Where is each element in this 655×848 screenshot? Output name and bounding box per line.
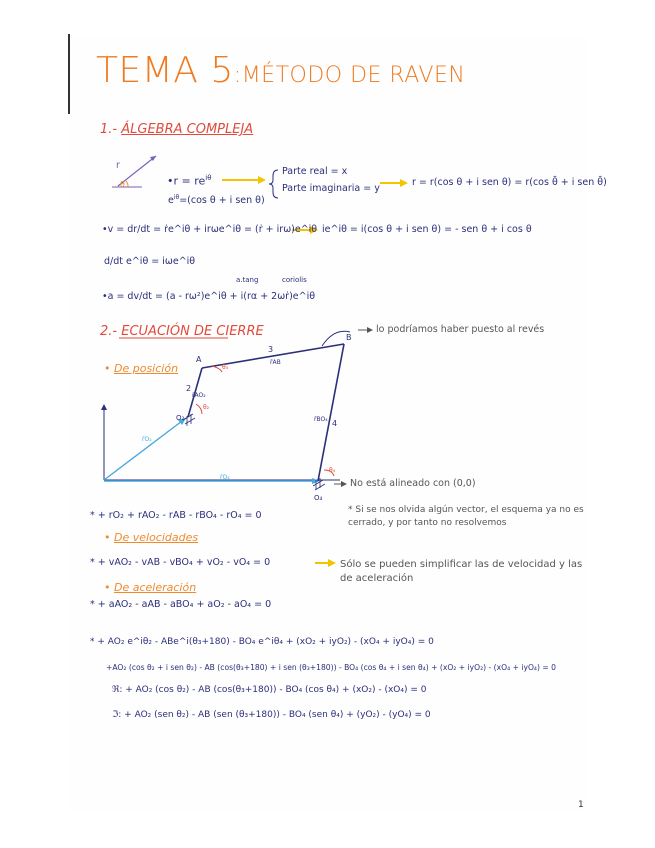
page-number: 1: [578, 800, 584, 810]
note-forget: * Si se nos olvida algún vector, el esquema ya no es cerrado, y por tanto no resolvemos: [348, 505, 584, 528]
subheading-posicion: • De posición: [104, 362, 179, 375]
vec-O2-label: r̄O₂: [142, 436, 152, 443]
accel-note-tang: a.tang: [236, 276, 259, 284]
brace: [269, 170, 278, 198]
eq-expanded: +AO₂ (cos θ₂ + i sen θ₂) - AB (cos(θ₃+180) + i sen (θ₃+180)) - BO₄ (cos θ₄ + i sen θ₄) + (xO₂ + iyO₂) - (xO₄ + iyO₄) = 0: [106, 663, 556, 672]
ie-identity: ie^iθ = i(cos θ + i sen θ) = - sen θ + i cos θ: [322, 224, 532, 235]
note-origin: No está alineado con (0,0): [350, 478, 476, 489]
point-A-label: A: [196, 355, 202, 364]
link-2-label: 2: [186, 384, 192, 393]
vec-BO4-label: r̄BO₄: [314, 416, 328, 423]
link-4-label: 4: [332, 419, 338, 428]
acceleration-eq: •a = dv/dt = (a - rω²)e^iθ + i(rα + 2ωṙ)e^iθ: [102, 291, 316, 302]
section2-heading: [100, 324, 264, 339]
part-imag: Parte imaginaria = y: [282, 183, 380, 194]
angle-4-label: θ₄: [329, 467, 336, 474]
r-cartesian: r = r(cos θ + i sen θ) = r(cos θ̄ + i sen θ̄): [412, 177, 607, 188]
subheading-aceleracion: • De aceleración: [104, 581, 197, 594]
eq-imag-part: ℑ: + AO₂ (sen θ₂) - AB (sen (θ₃+180)) - BO₄ (sen θ₄) + (yO₂) - (yO₄) = 0: [112, 710, 431, 720]
eq-complex: * + AO₂ e^iθ₂ - ABe^i(θ₃+180) - BO₄ e^iθ₄ + (xO₂ + iyO₂) - (xO₄ + iyO₄) = 0: [90, 637, 434, 647]
accel-note-coriolis: coriolis: [282, 276, 307, 284]
point-O2-label: O₂: [176, 414, 185, 422]
subheading-velocidades: • De velocidades: [104, 531, 199, 544]
section1-number: 1.-: [100, 122, 118, 137]
section1-title: ÁLGEBRA COMPLEJA: [121, 122, 254, 137]
vec-O4-label: r̄O₄: [220, 474, 230, 481]
note-simplify: Sólo se pueden simplificar las de velocidad y las de aceleración: [340, 559, 583, 584]
four-bar-diagram: [101, 331, 350, 490]
angle-3-label: θ₃: [222, 364, 229, 371]
angle-2-label: θ₂: [203, 404, 210, 411]
part-real: Parte real = x: [282, 166, 348, 177]
section2-number: 2.-: [100, 324, 118, 339]
title-part1: TEMA 5: [96, 50, 234, 91]
title-part2: :MÉTODO DE RAVEN: [233, 63, 466, 88]
point-B-label: B: [346, 333, 352, 342]
theta-label: θ: [120, 180, 125, 189]
r-definition: •r = $re^{i\theta}$: [167, 174, 212, 188]
point-O4-label: O₄: [314, 494, 323, 502]
vec-AO2-label: r̄AO₂: [192, 392, 206, 399]
section2-title: ECUACIÓN DE CIERRE: [121, 324, 264, 339]
eq-position: * + rO₂ + rAO₂ - rAB - rBO₄ - rO₄ = 0: [90, 510, 262, 521]
eq-velocity: * + vAO₂ - vAB - vBO₄ + vO₂ - vO₄ = 0: [90, 557, 271, 568]
link-3-label: 3: [268, 345, 274, 354]
vec-r-label: r: [116, 160, 120, 171]
velocity-eq: •v = dr/dt = ṙe^iθ + irωe^iθ = (ṙ + irω)e^iθ: [102, 224, 318, 235]
note-reverse: lo podríamos haber puesto al revés: [376, 324, 545, 335]
eq-acceleration: * + aAO₂ - aAB - aBO₄ + aO₂ - aO₄ = 0: [90, 599, 272, 610]
derivative-eq: d/dt e^iθ = iωe^iθ: [104, 256, 196, 267]
euler-formula: $e^{i\theta}=(\cos$ θ + i sen θ): [168, 194, 265, 207]
vec-AB-label: r̄AB: [270, 359, 281, 366]
eq-real-part: ℜ: + AO₂ (cos θ₂) - AB (cos(θ₃+180)) - BO₄ (cos θ₄) + (xO₂) - (xO₄) = 0: [112, 685, 427, 695]
